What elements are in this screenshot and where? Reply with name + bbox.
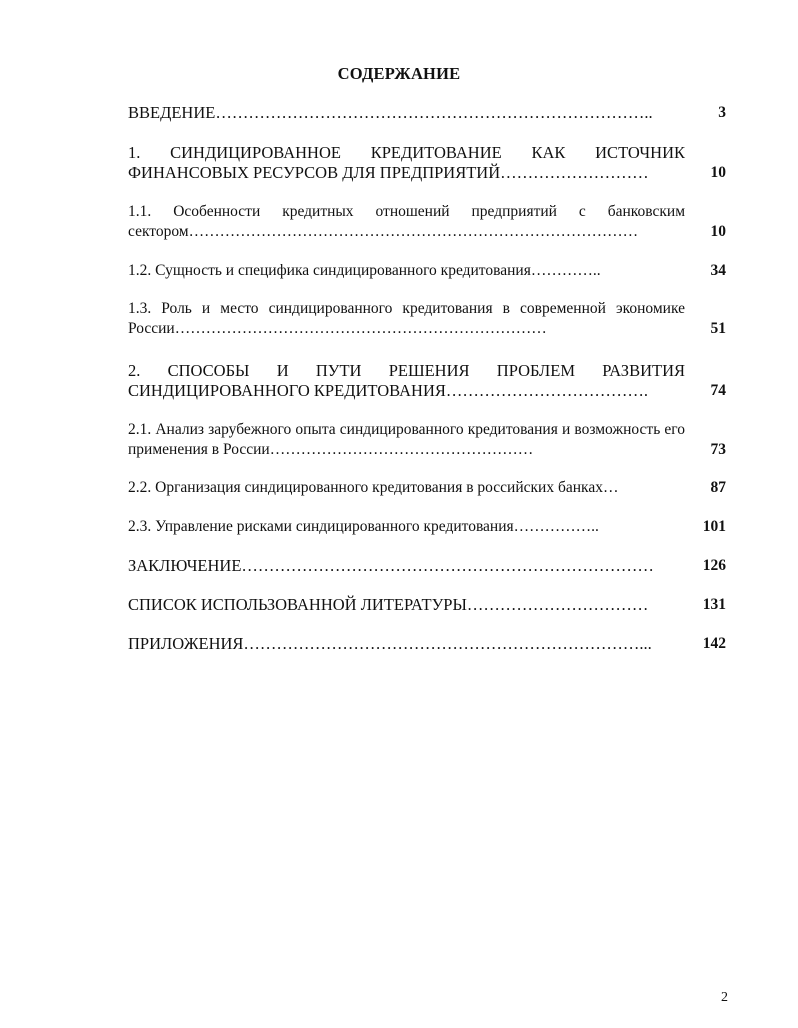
toc-entry-page: 74 <box>710 382 726 399</box>
toc-entry-page: 126 <box>702 557 726 574</box>
toc-entry-text: 1.2. Сущность и специфика синдицированного кредитования………….. <box>128 262 601 279</box>
toc-entry-text: 1.1. Особенности кредитных отношений предприятий с банковским сектором…………………………………………………………………………… <box>128 203 685 240</box>
page-number: 2 <box>721 990 728 1005</box>
toc-entry-page: 10 <box>710 223 726 240</box>
toc-entry-text: 2.3. Управление рисками синдицированного кредитования…………….. <box>128 518 599 535</box>
toc-entry-text: 2.1. Анализ зарубежного опыта синдицированного кредитования и возможность его применения в России…………………………………………… <box>128 421 685 458</box>
page-title: СОДЕРЖАНИЕ <box>337 64 461 83</box>
toc-entry-page: 87 <box>710 479 726 496</box>
toc-entry-text: ВВЕДЕНИЕ…………………………………………………………………….. <box>128 103 653 122</box>
toc-entry-page: 10 <box>710 164 726 181</box>
toc-entry-page: 51 <box>710 320 726 337</box>
toc-entry-text: 2.2. Организация синдицированного кредитования в российских банках… <box>128 479 619 496</box>
toc-entry-text: ЗАКЛЮЧЕНИЕ………………………………………………………………… <box>128 556 654 575</box>
toc-entry-page: 34 <box>710 262 726 279</box>
toc-entry-page: 73 <box>710 441 726 458</box>
toc-entry-page: 3 <box>718 104 726 121</box>
toc-entry-text: ПРИЛОЖЕНИЯ………………………………………………………………... <box>128 634 652 653</box>
toc-entry-text: 1.3. Роль и место синдицированного кредитования в современной экономике России……………………………………………………………… <box>128 300 685 337</box>
toc-entry-page: 131 <box>702 596 726 613</box>
toc-entry-text: 2. СПОСОБЫ И ПУТИ РЕШЕНИЯ ПРОБЛЕМ РАЗВИТИЯ СИНДИЦИРОВАННОГО КРЕДИТОВАНИЯ………………………………. <box>128 361 685 400</box>
toc-entry-page: 142 <box>702 635 726 652</box>
toc-entry-text: СПИСОК ИСПОЛЬЗОВАННОЙ ЛИТЕРАТУРЫ…………………………… <box>128 595 649 614</box>
toc-entry-page: 101 <box>702 518 726 535</box>
toc-entry-text: 1. СИНДИЦИРОВАННОЕ КРЕДИТОВАНИЕ КАК ИСТОЧНИК ФИНАНСОВЫХ РЕСУРСОВ ДЛЯ ПРЕДПРИЯТИЙ……………………… <box>128 143 685 182</box>
